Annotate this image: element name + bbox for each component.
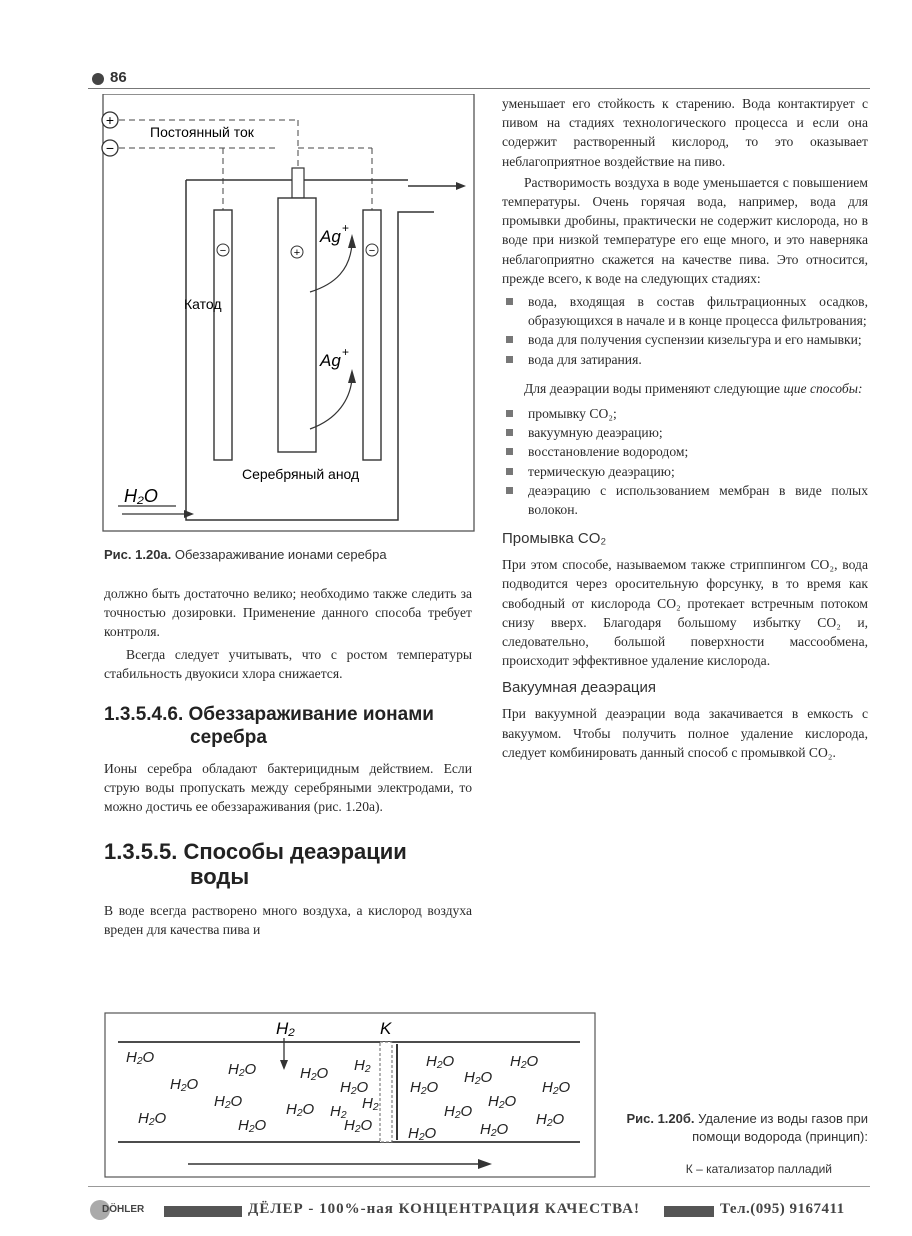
figure-1-20b-note: К – катализатор палладий (685, 1162, 832, 1176)
water-molecule: H₂O (536, 1111, 565, 1128)
heading-co2-washing: Промывка CO₂ (502, 530, 607, 548)
method-item: термическую деаэрацию; (502, 462, 868, 481)
page-footer (88, 1200, 870, 1236)
water-inlet-label: H₂O (124, 486, 158, 506)
water-molecule: H₂O (214, 1093, 243, 1110)
right-column (502, 94, 868, 762)
left-column (104, 584, 472, 939)
water-molecule: H₂O (228, 1061, 257, 1078)
stage-item: вода для получения суспензии кизельгура и его намывки; (502, 330, 868, 349)
left-paragraph-1: должно быть достаточно велико; необходимо также следить за точностью дозировки. Применение данного способа требует контроля. (104, 586, 472, 640)
heading-deaeration-line2: воды (190, 863, 250, 889)
page-number: 86 (110, 69, 127, 86)
stage-item: вода, входящая в состав фильтрационных осадков, образующихся в начале и в конце процесса фильтрования; (502, 292, 868, 330)
water-molecule: H₂O (344, 1117, 373, 1134)
caption-a-number: Рис. 1.20а. (104, 547, 172, 562)
water-molecule: H₂O (410, 1079, 439, 1096)
water-molecule: H₂O (542, 1079, 571, 1096)
plus-terminal: + (105, 112, 115, 128)
heading-vacuum: Вакуумная деаэрация (502, 679, 657, 697)
water-molecule: H₂O (510, 1053, 539, 1070)
figure-1-20b (104, 1012, 598, 1180)
water-molecule: H₂O (238, 1117, 267, 1134)
hydrogen-deaeration-diagram (104, 1012, 598, 1180)
water-molecule: H₂O (300, 1065, 329, 1082)
heading-deaeration-line1: 1.3.5.5. Способы деаэрации (104, 838, 407, 864)
method-item: деаэрацию с использованием мембран в виде полых волокон. (502, 481, 868, 519)
stage-item: вода для затирания. (502, 350, 868, 369)
ion-charge-top: + (342, 221, 350, 235)
hydrogen-molecule: H₂ (330, 1103, 347, 1120)
caption-b-number: Рис. 1.20б. (626, 1111, 695, 1126)
water-molecule: H₂O (138, 1110, 167, 1127)
footer-logo-text: DÖHLER (102, 1204, 145, 1215)
hydrogen-molecule: H₂ (362, 1095, 379, 1112)
hydrogen-molecule: H₂ (354, 1057, 371, 1074)
cathode-label: Катод (184, 296, 222, 312)
stages-list (502, 292, 868, 369)
water-molecule: H₂O (286, 1101, 315, 1118)
right-paragraph-5: При вакуумной деаэрации вода закачивается в емкость с вакуумом. Чтобы получить полное удаление кислорода, следует комбинировать данный способ с промывкой CO₂. (502, 706, 868, 760)
right-paragraph-1: уменьшает его стойкость к старению. Вода контактирует с пивом на стадиях технологического процесса и если она содержит растворенный кислород, то это оказывает неблагоприятное воздействие на пиво. (502, 96, 868, 169)
water-molecule: H₂O (480, 1121, 509, 1138)
caption-b-text: Удаление из воды газов при помощи водорода (принцип): (692, 1111, 868, 1144)
method-item: восстановление водородом; (502, 442, 868, 461)
dc-label: Постоянный ток (150, 124, 254, 140)
water-molecule: H₂O (340, 1079, 369, 1096)
left-paragraph-4: В воде всегда растворено много воздуха, а кислород воздуха вреден для качества пива и (104, 902, 472, 937)
ion-charge-bottom: + (342, 345, 350, 359)
page-header (88, 68, 870, 90)
ion-label-bottom: Ag (320, 351, 341, 370)
method-item: промывку CO₂; (502, 404, 868, 423)
methods-list (502, 404, 868, 519)
caption-a-text: Обеззараживание ионами серебра (171, 547, 387, 562)
methods-intro: Для деаэрации воды применяют следующие (524, 380, 784, 396)
method-item: вакуумную деаэрацию; (502, 423, 868, 442)
h2-inlet-label: H₂ (276, 1019, 295, 1038)
right-paragraph-2: Растворимость воздуха в воде уменьшается с повышением температуры. Очень горячая вода, например, вода для промывки дробины, практически не содержит кислорода, но в воде при низкой температуре его еще много, и это наверняка неблагоприятно скажется на качестве пива. Это относится, прежде всего, к воде на следующих стадиях: (502, 174, 868, 286)
water-molecule: H₂O (408, 1125, 437, 1142)
water-molecule: H₂O (464, 1069, 493, 1086)
ion-label-top: Ag (320, 227, 341, 246)
methods-intro-italic: щие способы: (783, 380, 863, 396)
footer-phone: Тел.(095) 9167411 (720, 1201, 845, 1217)
water-molecule: H₂O (488, 1093, 517, 1110)
right-paragraph-4: При этом способе, называемом также стриппингом CO₂, вода подводится через оросительную форсунку, в то время как свободный от кислорода CO₂ протекает встречным потоком снизу вверх. Благодаря большому избытку CO₂ и, следовательно, большой поверхности массообмена, происходит эффективное удаление кислорода. (502, 557, 868, 669)
silver-ion-diagram (88, 94, 480, 534)
footer-bar-left (164, 1206, 242, 1217)
water-molecule: H₂O (444, 1103, 473, 1120)
anode-plus: + (293, 247, 301, 259)
cathode1-minus: − (219, 245, 227, 257)
footer-rule (88, 1186, 870, 1187)
footer-slogan: ДЁЛЕР - 100%-ная КОНЦЕНТРАЦИЯ КАЧЕСТВА! (248, 1201, 641, 1217)
water-molecule: H₂O (126, 1049, 155, 1066)
figure-1-20b-caption (606, 1110, 868, 1146)
right-paragraph-3 (502, 379, 868, 398)
figure-1-20a-caption (104, 546, 480, 564)
heading-silver-line1: 1.3.5.4.6. Обеззараживание ионами (104, 704, 434, 726)
figure-1-20a (88, 94, 480, 534)
catalyst-label: K (380, 1019, 392, 1038)
water-molecule: H₂O (170, 1076, 199, 1093)
footer-bar-right (664, 1206, 714, 1217)
left-paragraph-3: Ионы серебра обладают бактерицидным действием. Если струю воды пропускать между серебряными электродами, то можно достичь ее обеззараживания (рис. 1.20а). (104, 761, 472, 815)
left-paragraph-2: Всегда следует учитывать, что с ростом температуры стабильность двуокиси хлора снижается. (104, 646, 472, 681)
minus-terminal: − (105, 140, 115, 156)
page-marker-icon (92, 73, 104, 85)
header-rule (88, 88, 870, 89)
heading-silver-line2: серебра (190, 727, 267, 749)
cathode2-minus: − (368, 245, 376, 257)
water-molecule: H₂O (426, 1053, 455, 1070)
anode-label: Серебряный анод (242, 466, 360, 482)
